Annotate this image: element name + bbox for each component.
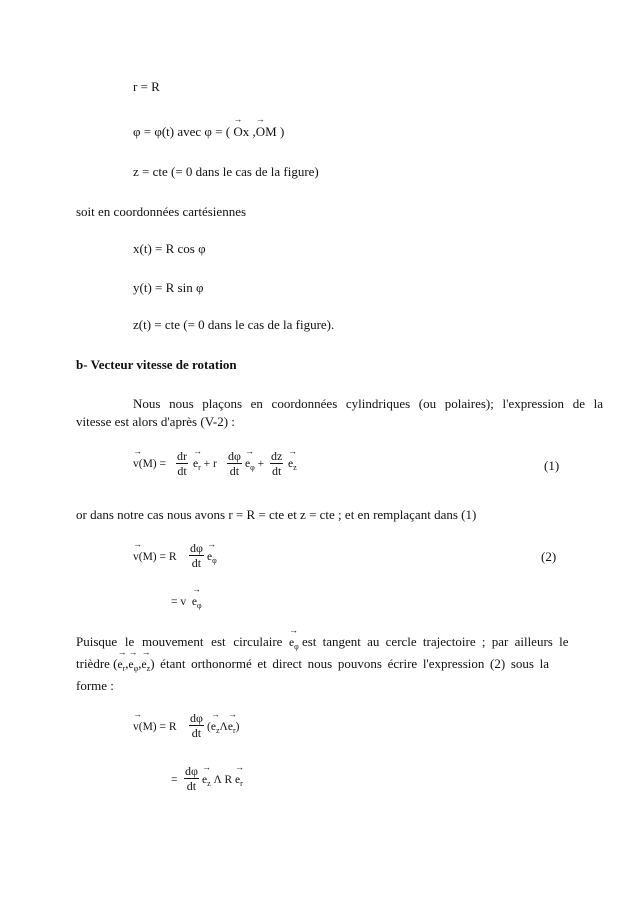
phi-text: φ = φ(t) avec φ = (: [133, 124, 231, 139]
paragraph-circular-line3: forme :: [76, 678, 114, 693]
eq4-equals: =: [171, 774, 178, 786]
equation-r: r = R: [133, 79, 160, 94]
v-vector: → v(M) =: [133, 456, 166, 472]
paragraph-circular-line1: Puisque le mouvement est circulaire → $e_\varphi$ est tangent au cercle trajectoire ; par ailleurs le: [76, 634, 602, 652]
equation-y: y(t) = R sin φ: [133, 280, 204, 295]
eq1-ephi: → $e_\varphi$ +: [245, 456, 264, 473]
eq1-frac-drdt: $\frac{dr}{dt}$: [177, 449, 187, 478]
paragraph-cylindrical-line1: Nous nous plaçons en coordonnées cylindriques (ou polaires); l'expression de la: [133, 396, 603, 411]
eq2-number: (2): [541, 549, 557, 564]
eq1-ez: → $e_z$: [288, 456, 297, 473]
eq4-frac-dphidt: $\frac{d\varphi}{dt}$: [185, 764, 198, 793]
paragraph-cartesian: soit en coordonnées cartésiennes: [76, 204, 247, 219]
paragraph-substitution: or dans notre cas nous avons r = R = cte et z = cte ; et en remplaçant dans (1): [76, 507, 477, 522]
equation-x: x(t) = R cos φ: [133, 241, 206, 256]
eq1-frac-dzdt: $\frac{dz}{dt}$: [271, 449, 283, 478]
paragraph-circular-line2: trièdre (→ $e_r,\to e_\varphi,\to e_z$) étant orthonormé et direct nous pouvons écrire l'expression (2) sous la: [76, 656, 549, 674]
eq2b: = $v \to e_\varphi$: [171, 594, 202, 611]
ox-vector: → Ox: [233, 124, 249, 140]
eq3-frac-dphidt: $\frac{d\varphi}{dt}$: [190, 711, 203, 740]
equation-zt: z(t) = cte (= 0 dans le cas de la figure).: [133, 317, 335, 332]
comma: ,: [249, 124, 256, 139]
eq2-frac-dphidt: $\frac{d\varphi}{dt}$: [190, 541, 203, 570]
close-paren: ): [276, 124, 285, 139]
eq2-lhs: → v(M) = R: [133, 549, 177, 565]
section-heading: b- Vecteur vitesse de rotation: [76, 357, 237, 372]
eq1-lhs: [133, 456, 166, 472]
om-vector: → OM: [256, 124, 277, 140]
eq1-number: (1): [544, 458, 560, 473]
eq4-product: → $e_z$ Λ $R \to e_r$: [202, 772, 243, 789]
paragraph-cylindrical-line2: vitesse est alors d'après (V-2) :: [76, 414, 235, 429]
equation-z: z = cte (= 0 dans le cas de la figure): [133, 164, 319, 179]
eq1-er: → $e_r + r$: [193, 456, 217, 473]
eq1-frac-dphidt: $\frac{d\varphi}{dt}$: [228, 449, 241, 478]
eq3-lhs: → v(M) = R: [133, 719, 177, 735]
eq3-cross-product: (→ $e_z\Lambda\to e_r$): [207, 719, 239, 736]
equation-phi: [133, 124, 284, 140]
eq2-ephi: → $e_\varphi$: [207, 549, 217, 566]
